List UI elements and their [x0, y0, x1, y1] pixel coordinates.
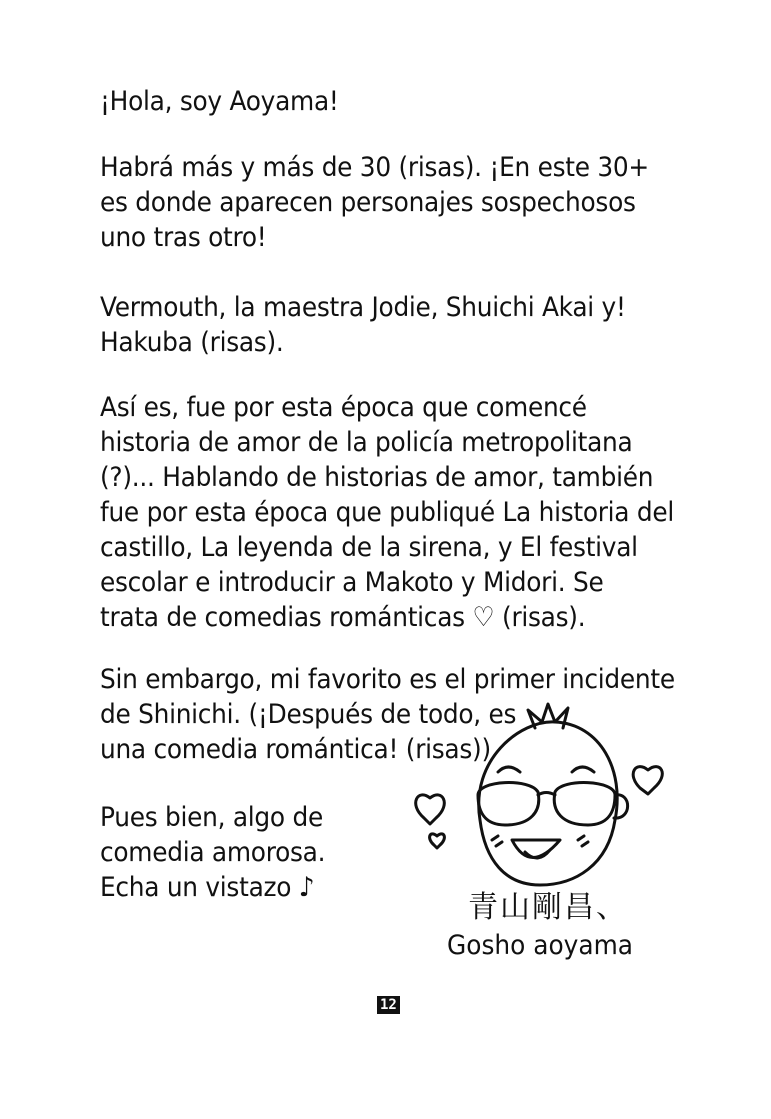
- glasses-right-lens: [554, 783, 615, 825]
- right-eye: [572, 767, 594, 772]
- paragraph-3-line-7: trata de comedias románticas ♡ (risas).: [100, 602, 586, 633]
- greeting-heading: [100, 84, 643, 119]
- paragraph-4-line-2: de Shinichi. (¡Después de todo, es: [100, 699, 517, 730]
- page-number: 12: [377, 996, 400, 1014]
- greeting-line: ¡Hola, soy Aoyama!: [100, 86, 339, 117]
- paragraph-5-line-3: Echa un vistazo ♪: [100, 872, 315, 903]
- heart-left-large: [416, 795, 445, 824]
- paragraph-3-line-4: fue por esta época que publiqué La historia del: [100, 497, 675, 528]
- paragraph-1-line-1: Habrá más y más de 30 (risas). ¡En este 30+: [100, 152, 649, 183]
- heart-left-small: [430, 834, 445, 848]
- paragraph-4-line-3: una comedia romántica! (risas)): [100, 734, 491, 765]
- glasses-left-lens: [478, 783, 539, 825]
- paragraph-3-line-3: (?)... Hablando de historias de amor, también: [100, 462, 654, 493]
- paragraph-4-line-1: Sin embargo, mi favorito es el primer incidente: [100, 664, 675, 695]
- paragraph-3-line-1: Así es, fue por esta época que comencé: [100, 392, 587, 423]
- paragraph-3-line-6: escolar e introducir a Makoto y Midori. Se: [100, 567, 604, 598]
- hair-tuft: [528, 704, 568, 728]
- paragraph-1: [100, 150, 649, 255]
- paragraph-2: [100, 290, 643, 360]
- paragraph-3-line-2: historia de amor de la policía metropolitana: [100, 427, 633, 458]
- paragraph-1-line-3: uno tras otro!: [100, 222, 267, 253]
- cheek-right: [578, 836, 588, 846]
- heart-right: [633, 767, 662, 794]
- paragraph-3-line-5: castillo, La leyenda de la sirena, y El festival: [100, 532, 638, 563]
- paragraph-2-line-2: Hakuba (risas).: [100, 327, 284, 358]
- paragraph-5-line-2: comedia amorosa.: [100, 837, 326, 868]
- paragraph-2-line-1: Vermouth, la maestra Jodie, Shuichi Akai y!: [100, 292, 626, 323]
- cheek-left: [492, 836, 502, 846]
- head-outline: [479, 722, 617, 885]
- paragraph-1-line-2: es donde aparecen personajes sospechosos: [100, 187, 636, 218]
- left-eye: [498, 767, 520, 772]
- author-self-portrait-illustration: [400, 700, 680, 910]
- mouth: [512, 840, 560, 858]
- author-signature-kanji: 青山剛昌、: [468, 890, 628, 925]
- glasses-bridge: [538, 793, 555, 796]
- paragraph-5-line-1: Pues bien, algo de: [100, 802, 323, 833]
- paragraph-3: [100, 390, 675, 635]
- author-signature-name: Gosho aoyama: [447, 930, 633, 961]
